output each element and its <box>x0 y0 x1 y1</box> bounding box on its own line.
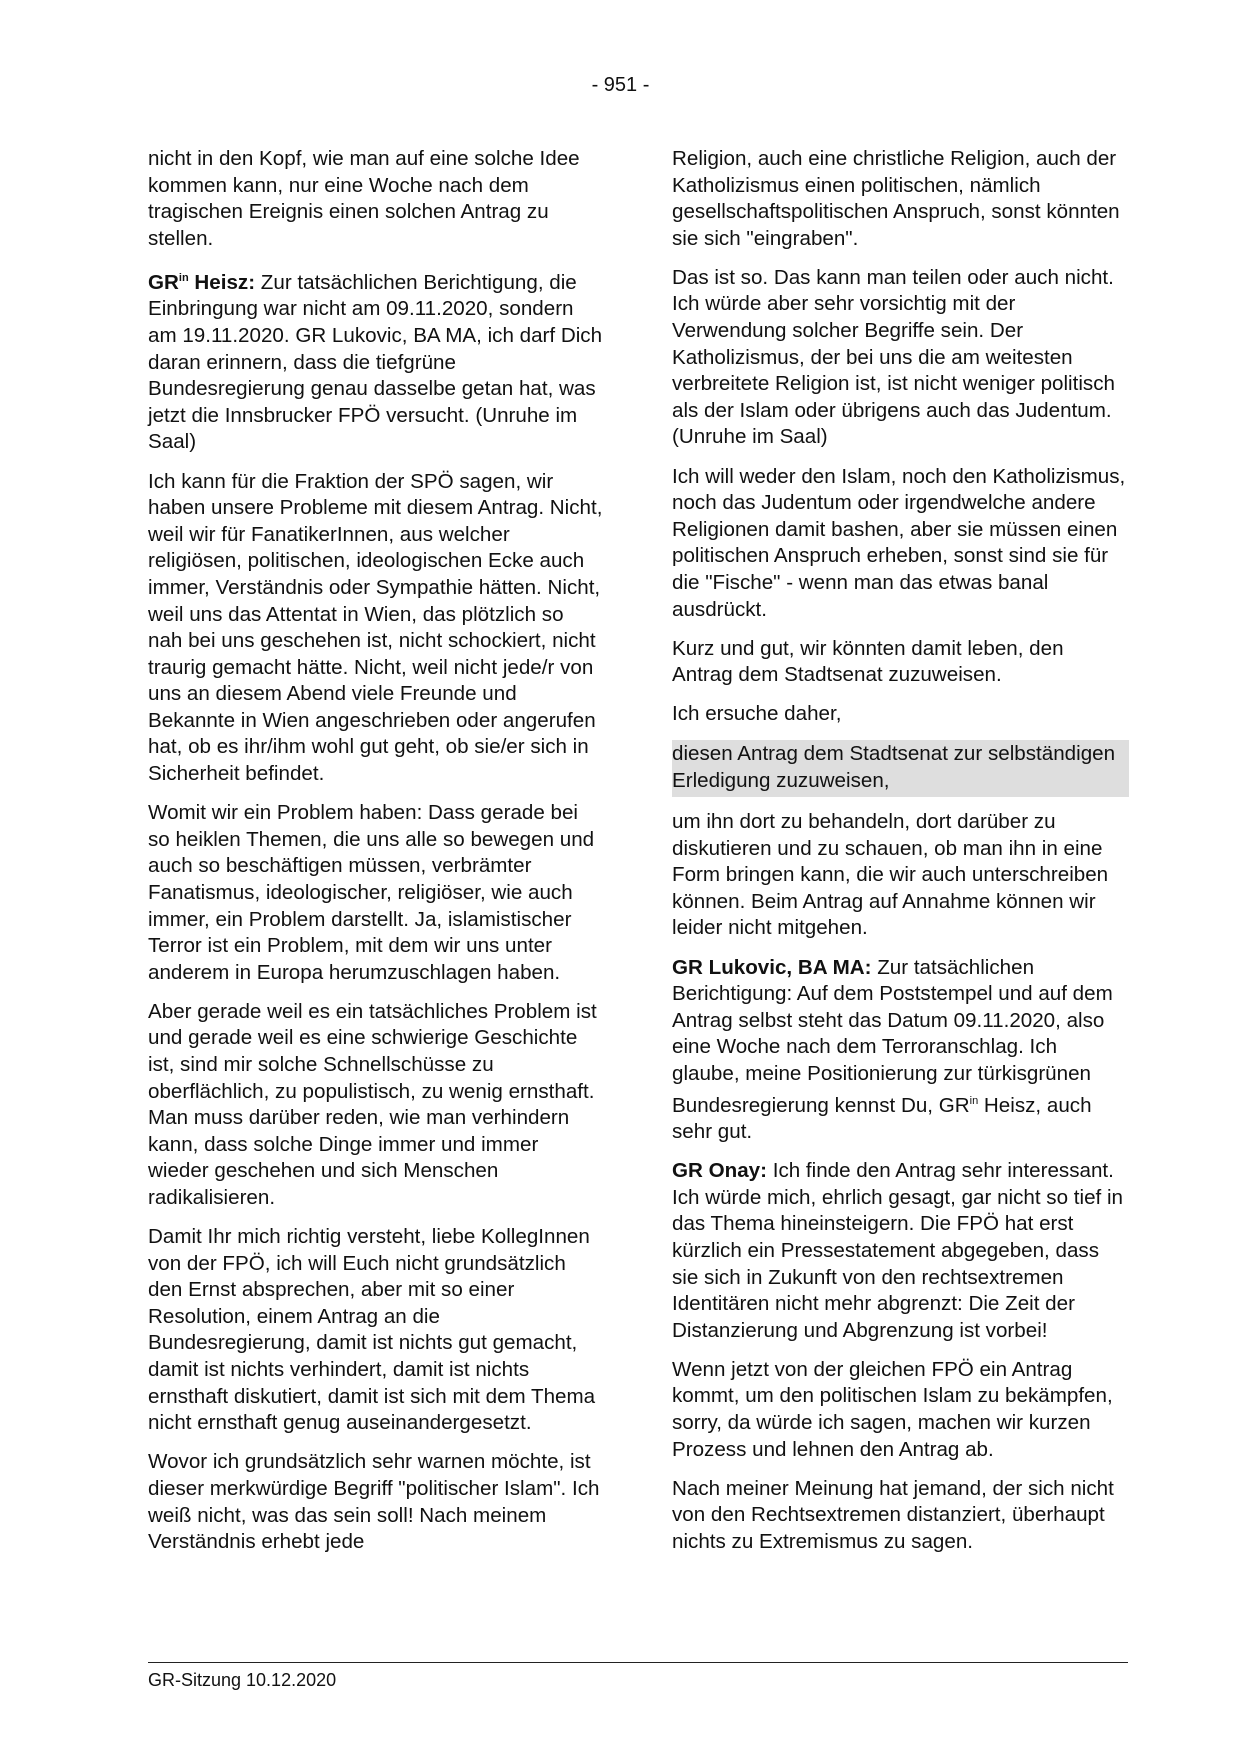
speech-text-end: Heisz, auch sehr gut. <box>672 1093 1092 1144</box>
paragraph: Ich kann für die Fraktion der SPÖ sagen, wir haben unsere Probleme mit diesem Antrag. Nicht, weil wir für FanatikerInnen, aus welcher religiösen, politischen, ideologischen Ecke auch immer, Verständnis oder Sympathie hätten. Nicht, weil uns das Attentat in Wien, das plötzlich so nah bei uns geschehen ist, nicht schockiert, nicht traurig gemacht hätte. Nicht, weil nicht jede/r von uns an diesem Abend viele Freunde und Bekannte in Wien angeschrieben oder angerufen hat, ob es ihr/ihm wohl gut geht, ob sie/er sich in Sicherheit befindet. <box>148 469 603 786</box>
paragraph: Aber gerade weil es ein tatsächliches Problem ist und gerade weil es eine schwierige Geschichte ist, sind mir solche Schnellschüsse zu oberflächlich, zu populistisch, zu wenig ernsthaft. Man muss darüber reden, wie man verhindern kann, dass solche Dinge immer und immer wieder geschehen und sich Menschen radikalisieren. <box>148 999 597 1209</box>
speaker-name: GR Lukovic, BA MA: <box>672 955 872 979</box>
speech-text: Zur tatsächlichen Berichtigung: Auf dem Poststempel und auf dem Antrag selbst steht das Datum 09.11.2020, also eine Woche nach dem Terroranschlag. Ich glaube, meine Positionierung zur türkisgrünen Bundesregierung kennst Du, GR <box>672 955 1113 1117</box>
paragraph-heisz <box>148 265 603 456</box>
speech-text: Ich finde den Antrag sehr interessant. Ich würde mich, ehrlich gesagt, gar nicht so tief in das Thema hineinsteigern. Die FPÖ hat erst kürzlich ein Pressestatement abgegeben, dass sie sich in Zukunft von den rechtsextremen Identitären nicht mehr abgrenzt: Die Zeit der Distanzierung und Abgrenzung ist vorbei! <box>672 1159 1123 1342</box>
paragraph: nicht in den Kopf, wie man auf eine solche Idee kommen kann, nur eine Woche nach dem tragischen Ereignis einen solchen Antrag zu stellen. <box>148 147 580 250</box>
paragraph: Ich ersuche daher, <box>672 702 842 726</box>
paragraph-onay <box>672 1158 1127 1344</box>
paragraph: Wovor ich grundsätzlich sehr warnen möchte, ist dieser merkwürdige Begriff "politischer Islam". Ich weiß nicht, was das sein soll! Nach meinem Verständnis erhebt jede <box>148 1450 600 1554</box>
paragraph: Kurz und gut, wir könnten damit leben, den Antrag dem Stadtsenat zuzuweisen. <box>672 636 1064 687</box>
paragraph-lukovic <box>672 955 1127 1146</box>
speaker-superscript: in <box>178 271 189 284</box>
motion-highlight: diesen Antrag dem Stadtsenat zur selbständigen Erledigung zuzuweisen, <box>672 740 1129 796</box>
speech-text: Zur tatsächlichen Berichtigung, die Einbringung war nicht am 09.11.2020, sondern am 19.11.2020. GR Lukovic, BA MA, ich darf Dich daran erinnern, dass die tiefgrüne Bundesregierung genau dasselbe getan hat, was jetzt die Innsbrucker FPÖ versucht. (Unruhe im Saal) <box>148 270 603 454</box>
paragraph: um ihn dort zu behandeln, dort darüber zu diskutieren und zu schauen, ob man ihn in eine Form bringen kann, die wir auch unterschreiben können. Beim Antrag auf Annahme können wir leider nicht mitgehen. <box>672 810 1109 940</box>
paragraph: Wenn jetzt von der gleichen FPÖ ein Antrag kommt, um den politischen Islam zu bekämpfen, sorry, da würde ich sagen, machen wir kurzen Prozess und lehnen den Antrag ab. <box>672 1357 1113 1461</box>
page-number: - 951 - <box>591 74 650 96</box>
paragraph: Religion, auch eine christliche Religion, auch der Katholizismus einen politischen, nämlich gesellschaftspolitischen Anspruch, sonst könnten sie sich "eingraben". <box>672 147 1120 250</box>
speaker-prefix: GR <box>148 270 179 294</box>
footer-divider <box>148 1662 1128 1663</box>
speaker-name <box>148 271 255 294</box>
right-column <box>672 146 1127 1568</box>
speaker-suffix: Heisz: <box>188 270 256 294</box>
superscript: in <box>969 1094 979 1107</box>
paragraph: Womit wir ein Problem haben: Dass gerade bei so heiklen Themen, die uns alle so bewegen und auch so beschäftigen müssen, verbrämter Fanatismus, ideologischer, religiöser, wie auch immer, ein Problem darstellt. Ja, islamistischer Terror ist ein Problem, mit dem wir uns unter anderem in Europa herumzuschlagen haben. <box>148 801 595 984</box>
left-column <box>148 146 603 1568</box>
paragraph: Damit Ihr mich richtig versteht, liebe KollegInnen von der FPÖ, ich will Euch nicht grundsätzlich den Ernst absprechen, aber mit so einer Resolution, einem Antrag an die Bundesregierung, damit ist nichts gut gemacht, damit ist nichts verhindert, damit ist nichts ernsthaft diskutiert, damit ist sich mit dem Thema nicht ernsthaft genug auseinandergesetzt. <box>148 1225 596 1435</box>
speaker-name: GR Onay: <box>672 1159 767 1183</box>
paragraph: Ich will weder den Islam, noch den Katholizismus, noch das Judentum oder irgendwelche andere Religionen damit bashen, aber sie müssen einen politischen Anspruch erheben, sonst sind sie für die "Fische" - wenn man das etwas banal ausdrückt. <box>672 464 1126 621</box>
paragraph: Das ist so. Das kann man teilen oder auch nicht. Ich würde aber sehr vorsichtig mit der Verwendung solcher Begriffe sein. Der Katholizismus, der bei uns die am weitesten verbreitete Religion ist, ist nicht weniger politisch als der Islam oder übrigens auch das Judentum. (Unruhe im Saal) <box>672 265 1115 449</box>
footer-text: GR-Sitzung 10.12.2020 <box>148 1670 337 1690</box>
paragraph: Nach meiner Meinung hat jemand, der sich nicht von den Rechtsextremen distanziert, überhaupt nichts zu Extremismus zu sagen. <box>672 1476 1114 1553</box>
